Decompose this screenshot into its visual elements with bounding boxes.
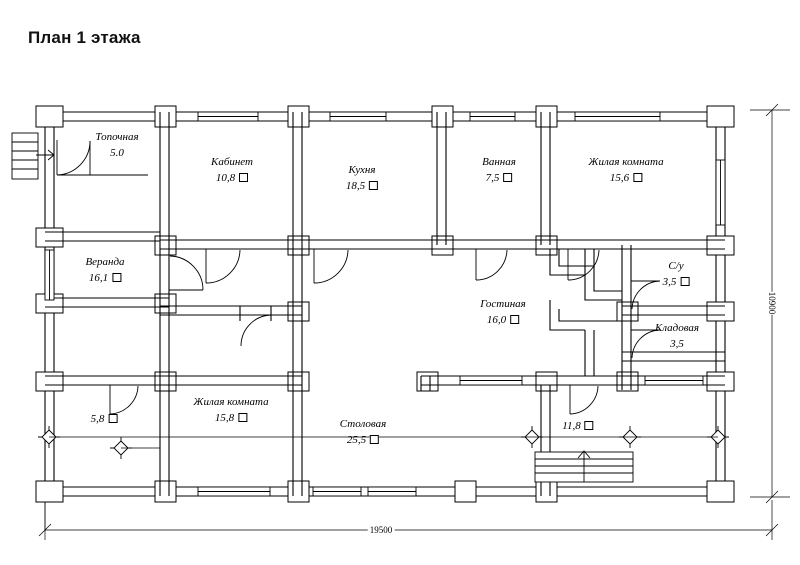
room-name: Ванная	[482, 156, 516, 168]
room-area: 3,5	[670, 338, 684, 350]
room-area: 3,5	[663, 275, 690, 289]
room-name: Гостиная	[480, 298, 526, 310]
room-name: Кухня	[348, 164, 376, 176]
page-title: План 1 этажа	[28, 28, 141, 47]
room-name: Столовая	[339, 418, 387, 430]
room-name: Жилая комната	[193, 396, 269, 408]
room-area: 16,1	[85, 271, 124, 285]
room-name: С/у	[668, 260, 684, 272]
room-area: 15,8	[193, 411, 268, 425]
dimension-width-label: 19500	[369, 525, 393, 535]
room-name: Веранда	[85, 256, 125, 268]
room-area: 16,0	[480, 313, 526, 327]
room-area: 7,5	[482, 171, 516, 185]
dimension-height-label: 10900	[767, 291, 777, 315]
room-area: 11,8	[562, 419, 593, 433]
room-name: Кладовая	[654, 322, 700, 334]
room-area: 25,5	[340, 433, 386, 447]
room-name: Топочная	[95, 131, 139, 143]
room-name: Кабинет	[211, 156, 253, 168]
room-name: Жилая комната	[588, 156, 664, 168]
dimension-lines	[39, 104, 790, 540]
room-area: 5,8	[91, 412, 118, 426]
room-area: 15,6	[588, 171, 663, 185]
room-area: 18,5	[346, 179, 378, 193]
wall-structure	[12, 106, 734, 502]
room-area: 5.0	[110, 147, 124, 159]
room-area: 10,8	[211, 171, 253, 185]
